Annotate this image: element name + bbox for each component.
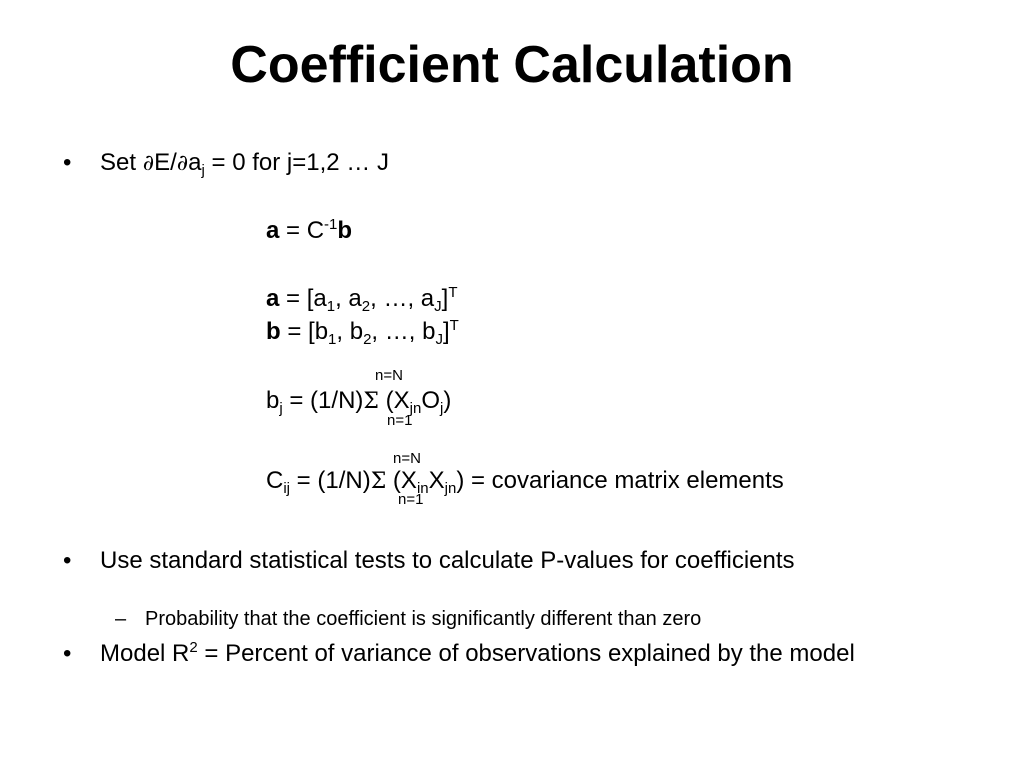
- vector-a: a: [266, 217, 280, 244]
- bullet-marker: •: [63, 547, 72, 574]
- subscript: ij: [283, 480, 291, 497]
- bullet-model-r2: [63, 639, 870, 667]
- text: = C: [279, 217, 325, 244]
- superscript: T: [449, 317, 459, 334]
- superscript: -1: [324, 216, 338, 233]
- subscript: 1: [326, 298, 336, 315]
- sigma-symbol: Σ: [370, 469, 387, 494]
- subscript: j: [279, 400, 283, 417]
- subscript: 2: [363, 331, 372, 348]
- text: Model R: [100, 640, 190, 667]
- sum-lower-limit: n=1: [398, 491, 424, 508]
- text: , …, b: [371, 318, 436, 345]
- text: Use standard statistical tests to calculate P-values for coefficients: [100, 547, 795, 574]
- equation-cij: [266, 467, 784, 496]
- subscript: 2: [361, 298, 371, 315]
- text: = 0 for j=1,2 … J: [204, 149, 389, 176]
- partial-symbol: ∂: [176, 151, 189, 176]
- subscript: jn: [409, 400, 422, 417]
- text: C: [266, 467, 284, 494]
- equation-b-vector: [266, 318, 459, 346]
- text: ]: [441, 285, 449, 312]
- text: (X: [386, 467, 417, 494]
- text: (X: [378, 387, 410, 414]
- partial-symbol: ∂: [142, 151, 155, 176]
- text: X: [428, 467, 445, 494]
- text: ]: [442, 318, 450, 345]
- text: a: [188, 149, 202, 176]
- subscript: in: [416, 480, 429, 497]
- bullet-marker: •: [63, 640, 72, 667]
- vector-a: a: [266, 285, 280, 312]
- subscript: j: [439, 400, 444, 417]
- bullet-set-derivative: [63, 149, 389, 179]
- text: , …, a: [370, 285, 435, 312]
- superscript: T: [448, 284, 458, 301]
- text: = (1/N): [282, 387, 364, 414]
- subscript: jn: [444, 480, 457, 497]
- subscript: j: [201, 162, 205, 179]
- vector-b: b: [337, 217, 353, 244]
- text: , a: [335, 285, 362, 312]
- text: = (1/N): [290, 467, 371, 494]
- equation-a-solution: [266, 217, 352, 245]
- equation-a-vector: [266, 285, 457, 313]
- subscript: 1: [328, 331, 337, 348]
- equation-bj: [266, 387, 451, 416]
- text: b: [266, 387, 280, 414]
- sigma-symbol: Σ: [363, 389, 379, 414]
- subbullet-marker: –: [115, 608, 127, 630]
- text: O: [421, 387, 440, 414]
- bullet-marker: •: [63, 149, 72, 176]
- subscript: J: [435, 331, 443, 348]
- sum-upper-limit: n=N: [375, 367, 403, 384]
- text: Set: [100, 149, 143, 176]
- slide-title: Coefficient Calculation: [230, 36, 794, 94]
- text: , b: [336, 318, 364, 345]
- text: Probability that the coefficient is significantly different than zero: [145, 608, 702, 630]
- text: ): [443, 387, 452, 414]
- text: = [a: [279, 285, 327, 312]
- bullet-statistical-tests: [63, 547, 800, 574]
- superscript: 2: [189, 639, 198, 656]
- text: E/: [154, 149, 177, 176]
- subbullet-probability: [115, 607, 905, 631]
- text: = [b: [280, 318, 329, 345]
- subscript: J: [434, 298, 442, 315]
- text: ) = covariance matrix elements: [456, 467, 784, 494]
- vector-b: b: [266, 318, 281, 345]
- sum-upper-limit: n=N: [393, 450, 421, 467]
- text: = Percent of variance of observations explained by the model: [197, 640, 855, 667]
- sum-lower-limit: n=1: [387, 412, 413, 429]
